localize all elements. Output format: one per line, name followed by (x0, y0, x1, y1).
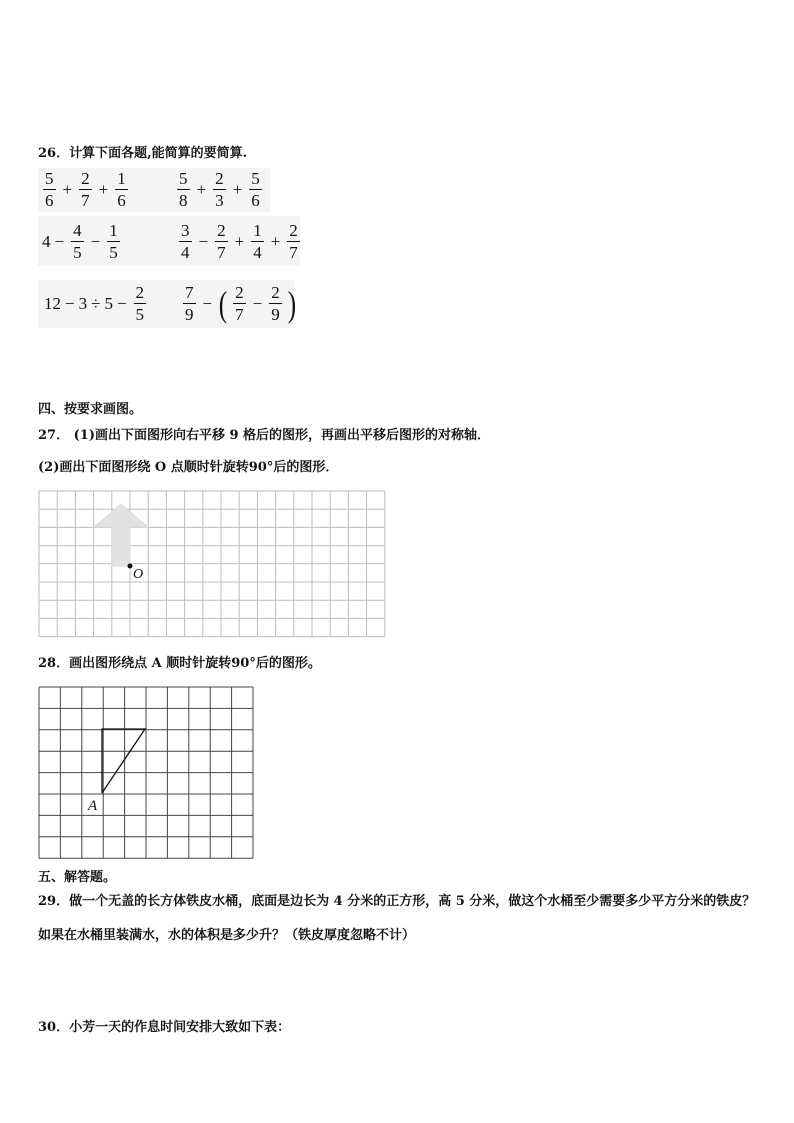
q28-grid (38, 686, 256, 860)
fraction: $\frac{5}{6}$ (251, 169, 260, 210)
fraction: $\frac{3}{4}$ (181, 221, 190, 262)
fraction: $\frac{2}{5}$ (135, 283, 145, 324)
fraction: $\frac{2}{7}$ (235, 283, 244, 324)
fraction: $\frac{7}{9}$ (185, 283, 194, 324)
point-a-label: A (88, 798, 98, 814)
left-paren: ( (218, 283, 228, 324)
expression-5: 12 − 3 ÷ 5 − $\frac{2}{5}$ (44, 283, 145, 324)
fraction: $\frac{2}{7}$ (217, 221, 226, 262)
up-arrow-shape (94, 504, 148, 566)
expression-6: $\frac{7}{9}$ − ( $\frac{2}{7}$ − $\frac{2}{9}$ ) (185, 283, 296, 324)
q30-text: 30．小芳一天的作息时间安排大致如下表： (38, 1020, 291, 1035)
q29-text: 29．做一个无盖的长方体铁皮水桶，底面是边长为 4 分米的正方形，高 5 分米，做这个水桶至少需要多少平方分米的铁皮？如果在水桶里装满水，水的体积是多少升？（铁皮厚度忽略不计） (38, 894, 756, 943)
q27-grid (38, 490, 388, 638)
expression-3: 4 − $\frac{4}{5}$ − $\frac{1}{5}$ (42, 221, 118, 262)
point-o (128, 564, 133, 569)
fraction: $\frac{1}{5}$ (109, 221, 118, 262)
expression-2: $\frac{5}{8}$ + $\frac{2}{3}$ + $\frac{5}{6}$ (179, 169, 260, 210)
section-5-title: 五、解答题。 (38, 870, 117, 885)
q27-line2: (2)画出下面图形绕 O 点顺时针旋转90°后的图形． (38, 460, 339, 475)
right-paren: ) (287, 283, 296, 324)
q27-line1: 27． (1)画出下面图形向右平移 9 格后的图形，再画出平移后图形的对称轴． (38, 428, 491, 443)
expression-1: $\frac{5}{6}$ + $\frac{2}{7}$ + $\frac{1}{6}$ (45, 169, 126, 210)
point-o-label: O (133, 567, 144, 582)
fraction: $\frac{2}{7}$ (81, 169, 90, 210)
fraction: $\frac{4}{5}$ (73, 221, 82, 262)
fraction: $\frac{5}{6}$ (45, 169, 54, 210)
q26-title: 26．计算下面各题,能简算的要简算. (38, 146, 248, 161)
q28-title: 28．画出图形绕点 A 顺时针旋转90°后的图形。 (38, 656, 321, 671)
section-4-title: 四、按要求画图。 (38, 402, 143, 417)
fraction: $\frac{2}{7}$ (289, 221, 298, 262)
fraction: $\frac{1}{4}$ (253, 221, 262, 262)
triangle-shape (102, 729, 145, 793)
fraction: $\frac{1}{6}$ (117, 169, 126, 210)
fraction: $\frac{2}{3}$ (215, 169, 224, 210)
expression-4: $\frac{3}{4}$ − $\frac{2}{7}$ + $\frac{1}{4}$ + $\frac{2}{7}$ (181, 221, 298, 262)
fraction: $\frac{5}{8}$ (179, 169, 188, 210)
fraction: $\frac{2}{9}$ (271, 283, 280, 324)
